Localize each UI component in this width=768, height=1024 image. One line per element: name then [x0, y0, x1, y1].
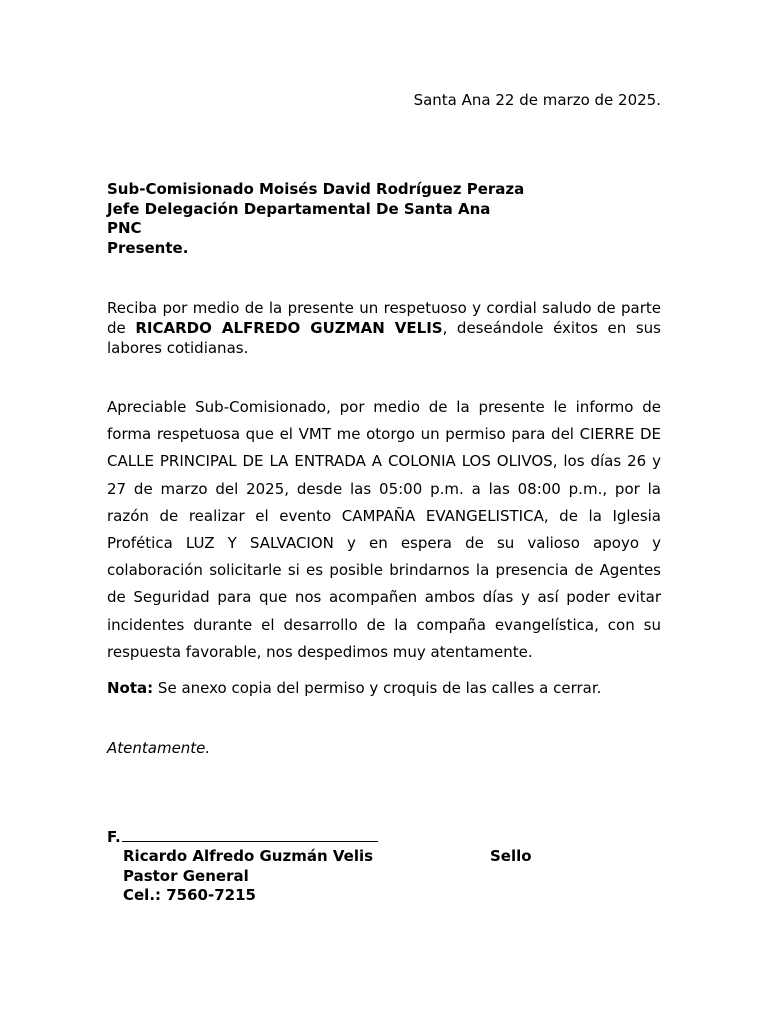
- body-paragraph: Apreciable Sub-Comisionado, por medio de la presente le informo de forma respetuosa que el VMT me otorgo un permiso para del CIERRE DE CALLE PRINCIPAL DE LA ENTRADA A COLONIA LOS OLIVOS, los días 26 y 27 de marzo del 2025, desde las 05:00 p.m. a las 08:00 p.m., por la razón de realizar el evento CAMPAÑA EVANGELISTICA, de la Iglesia Profética LUZ Y SALVACION y en espera de su valioso apoyo y colaboración solicitarle si es posible brindarnos la presencia de Agentes de Seguridad para que nos acompañen ambos días y así poder evitar incidentes durante el desarrollo de la compaña evangelística, con su respuesta favorable, nos despedimos muy atentamente.: [107, 398, 661, 661]
- signature-prefix: F.: [107, 828, 121, 846]
- signer-title: Pastor General: [123, 866, 249, 885]
- note-text: Se anexo copia del permiso y croquis de las calles a cerrar.: [153, 679, 602, 697]
- seal-label: Sello: [490, 847, 532, 865]
- greeting-text-start: Reciba por medio de la presente un respetuoso y cordial saludo de parte de: [107, 299, 661, 337]
- letter-date: Santa Ana 22 de marzo de 2025.: [413, 91, 661, 109]
- addressee-name: Sub-Comisionado Moisés David Rodríguez Peraza: [107, 180, 525, 198]
- greeting-paragraph: [107, 298, 661, 358]
- signer-block: [123, 847, 373, 906]
- greeting-text-end: , deseándole éxitos en sus labores cotidianas.: [107, 319, 661, 357]
- addressee-position: Jefe Delegación Departamental De Santa Ana: [107, 199, 491, 218]
- greeting-sender-name: RICARDO ALFREDO GUZMAN VELIS: [135, 319, 443, 337]
- signature-line: [107, 827, 378, 847]
- addressee-org: PNC: [107, 219, 142, 237]
- closing-phrase: Atentamente.: [107, 739, 211, 757]
- signer-phone: Cel.: 7560-7215: [123, 886, 256, 904]
- addressee-block: [107, 180, 524, 258]
- note-line: [107, 678, 601, 698]
- note-label: Nota:: [107, 679, 154, 697]
- addressee-presente: Presente.: [107, 238, 189, 257]
- signature-rule: [122, 827, 378, 842]
- signer-name: Ricardo Alfredo Guzmán Velis: [123, 847, 374, 865]
